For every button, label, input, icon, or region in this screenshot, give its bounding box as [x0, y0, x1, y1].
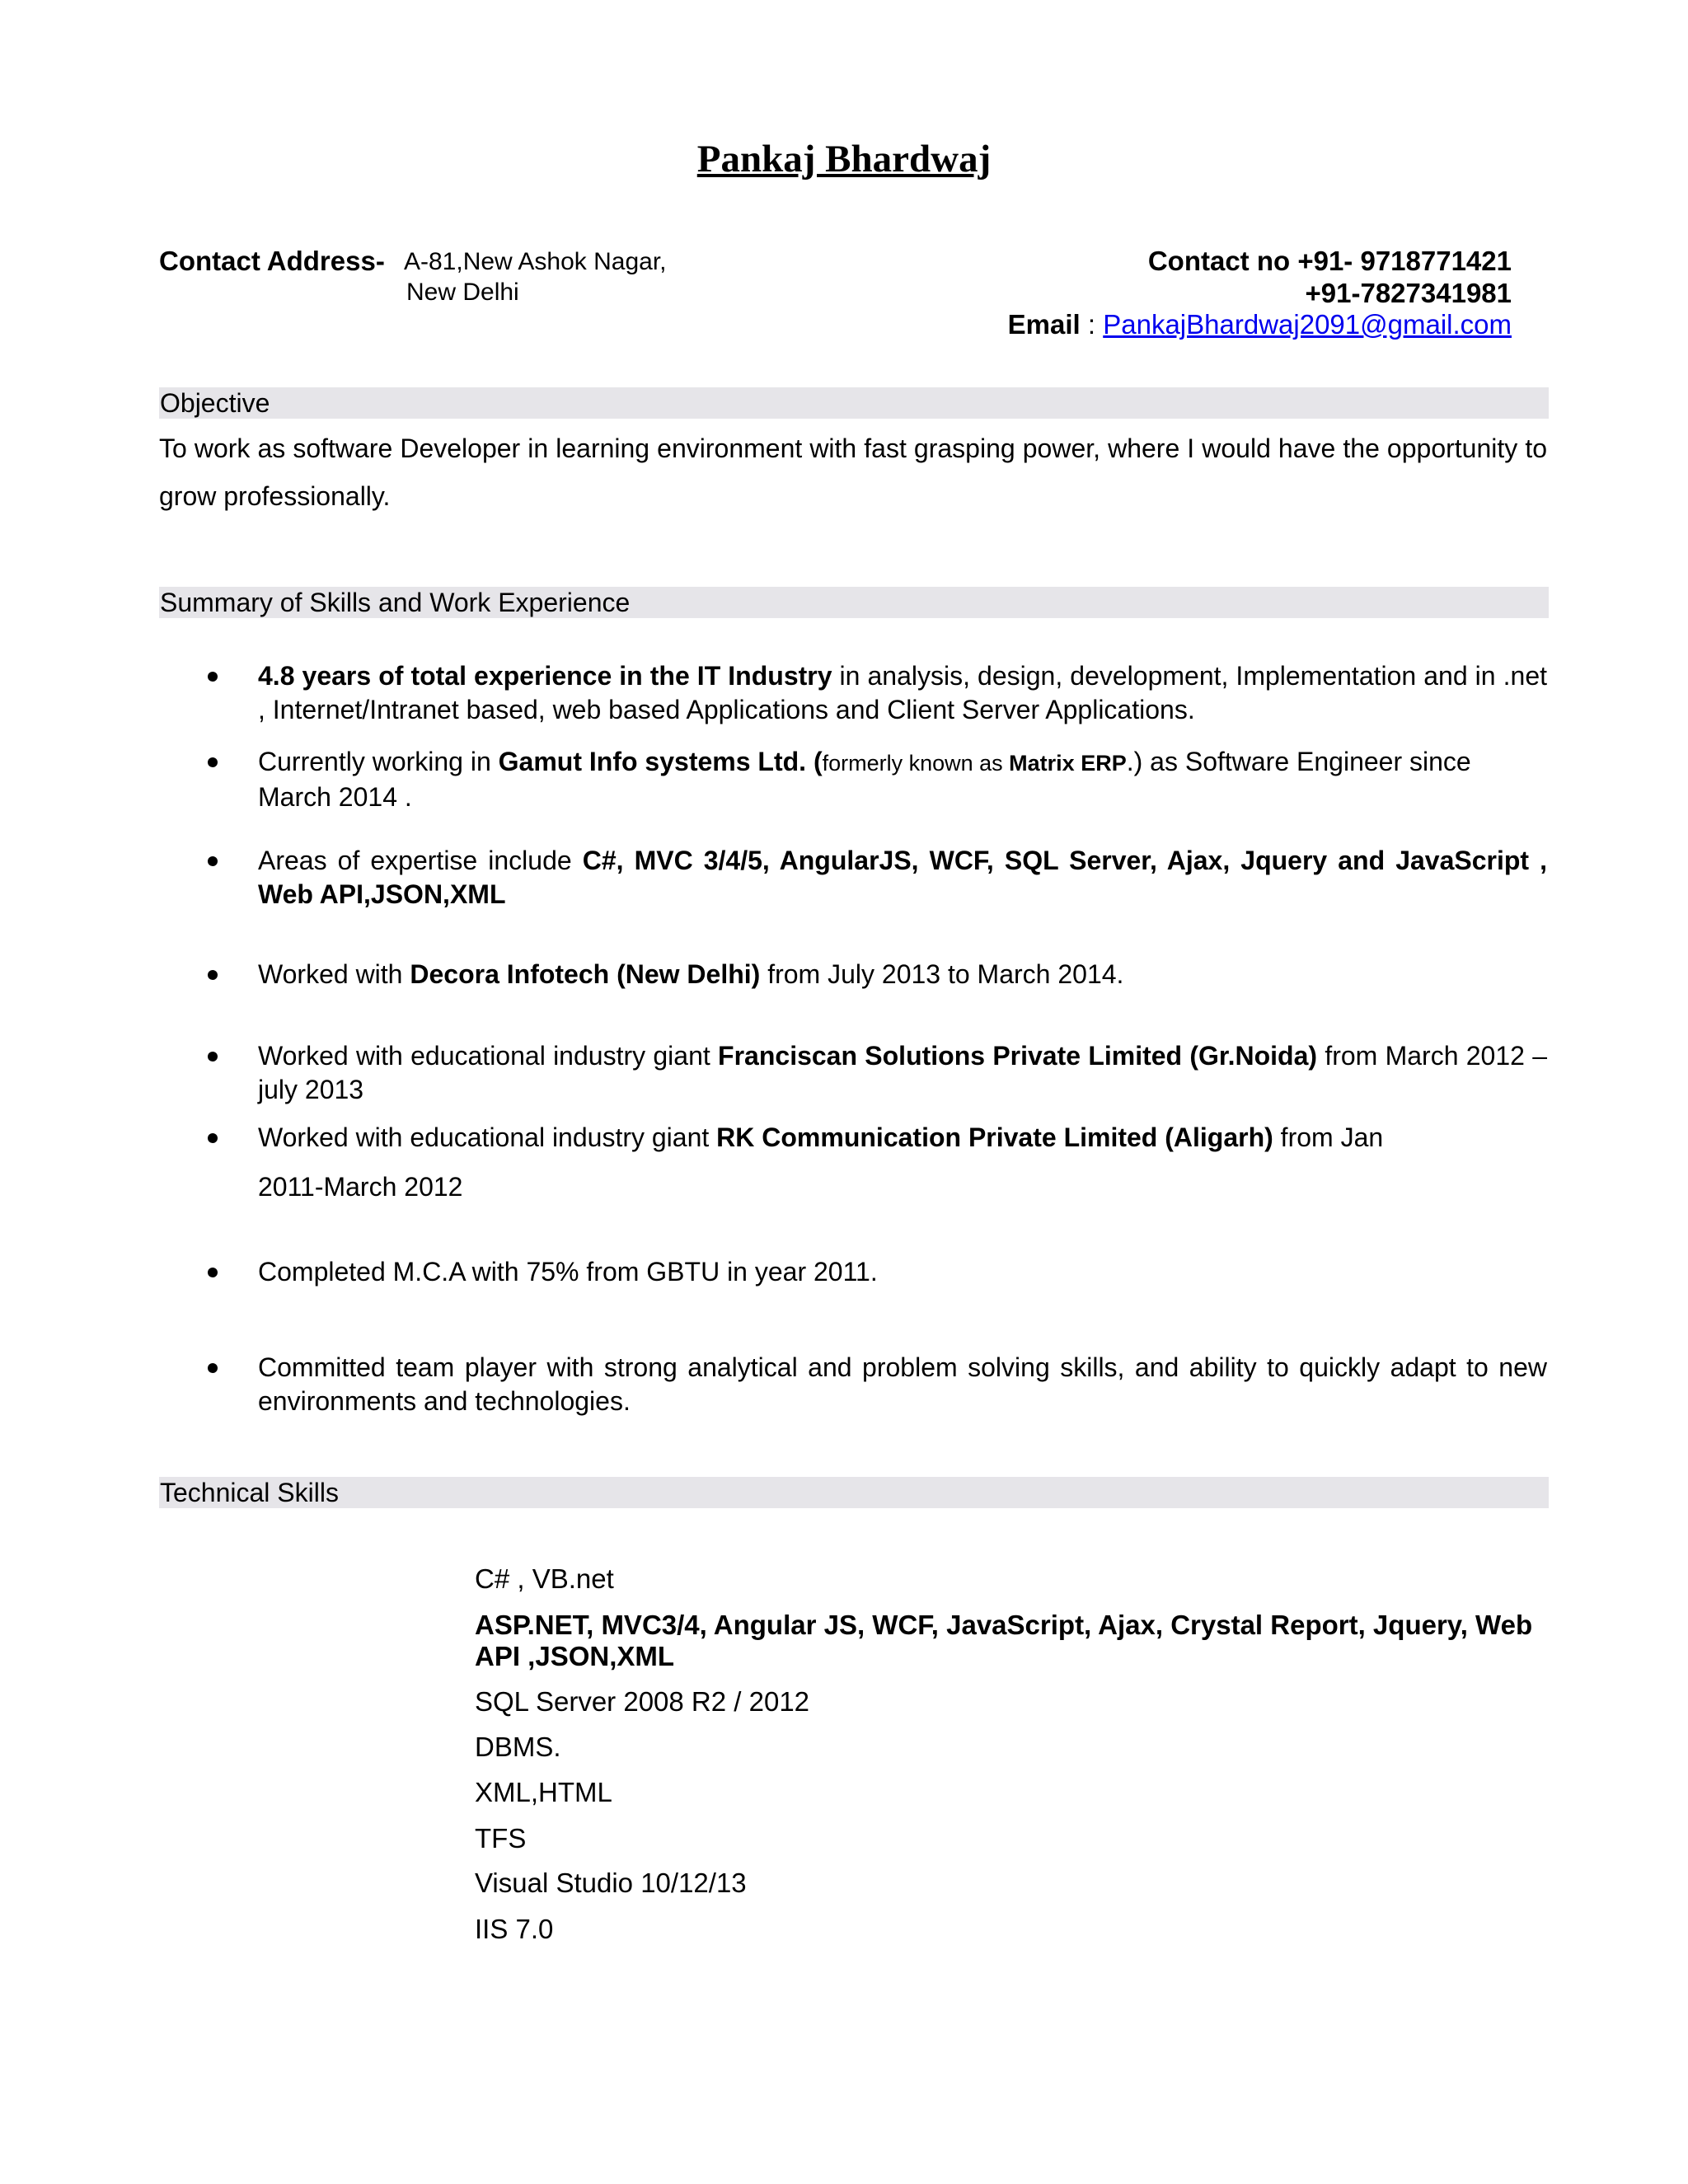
list-item: Committed team player with strong analytical and problem solving skills, and ability to quickly adapt to new environments and technologies. — [258, 1352, 1547, 1416]
list-item: Areas of expertise include C#, MVC 3/4/5, AngularJS, WCF, SQL Server, Ajax, Jquery and JavaScript , Web API,JSON,XML — [258, 846, 1547, 909]
skill-value: Visual Studio 10/12/13 — [475, 1868, 747, 1898]
list-item: 4.8 years of total experience in the IT Industry in analysis, design, development, Implementation and in .net , Internet/Intranet based, web based Applications and Client Server Applications. — [258, 661, 1547, 724]
bullet-dot — [208, 1133, 218, 1143]
list-item-continuation: 2011-March 2012 — [258, 1172, 463, 1202]
bullet-dot — [208, 856, 218, 866]
skill-value: SQL Server 2008 R2 / 2012 — [475, 1686, 810, 1717]
objective-text: To work as software Developer in learning environment with fast grasping power, where I would have the opportunity to grow professionally. — [159, 434, 1547, 511]
skill-value: TFS — [475, 1823, 527, 1854]
email-label: Email — [1007, 309, 1081, 340]
summary-heading: Summary of Skills and Work Experience — [159, 587, 1549, 618]
list-item: Worked with Decora Infotech (New Delhi) from July 2013 to March 2014. — [258, 959, 1124, 989]
bullet-dot — [208, 1363, 218, 1373]
bullet-dot — [208, 672, 218, 682]
list-item: Worked with educational industry giant RK Communication Private Limited (Aligarh) from Jan — [258, 1122, 1384, 1152]
phone-secondary: +91-7827341981 — [1305, 278, 1512, 308]
list-item: Worked with educational industry giant Franciscan Solutions Private Limited (Gr.Noida) from March 2012 – july 2013 — [258, 1041, 1548, 1104]
address-line-1: A-81,New Ashok Nagar, — [404, 248, 667, 275]
email-link[interactable]: PankajBhardwaj2091@gmail.com — [1103, 309, 1512, 340]
address-line-2: New Delhi — [406, 279, 519, 306]
skill-value: XML,HTML — [475, 1777, 612, 1807]
address-label: Contact Address- — [159, 246, 385, 276]
skill-value: IIS 7.0 — [475, 1914, 554, 1944]
bullet-dot — [208, 1052, 218, 1062]
skill-value: DBMS. — [475, 1732, 561, 1762]
bullet-dot — [208, 1268, 218, 1277]
list-item: Currently working in Gamut Info systems Ltd. (formerly known as Matrix ERP.) as Software Engineer since March 2014 . — [258, 747, 1471, 812]
phone-primary: Contact no +91- 9718771421 — [1147, 246, 1512, 276]
bullet-dot — [208, 757, 218, 767]
technical-skills-heading: Technical Skills — [159, 1477, 1549, 1508]
email-separator: : — [1080, 309, 1104, 340]
skill-value: ASP.NET, MVC3/4, Angular JS, WCF, JavaScript, Ajax, Crystal Report, Jquery, Web API ,JSON,XML — [475, 1610, 1533, 1671]
bullet-dot — [208, 970, 218, 980]
skill-value: C# , VB.net — [475, 1563, 614, 1594]
email-row — [1008, 309, 1512, 340]
resume-name: Pankaj Bhardwaj — [696, 138, 992, 180]
objective-heading: Objective — [159, 387, 1549, 419]
list-item: Completed M.C.A with 75% from GBTU in year 2011. — [258, 1257, 878, 1286]
